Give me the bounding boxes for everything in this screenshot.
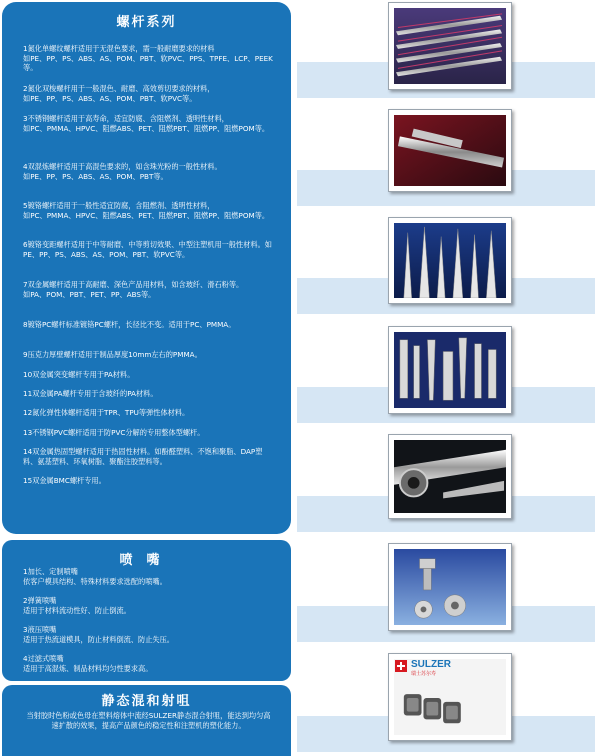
sulzer-logo [395,660,463,678]
screw-item-desc: 如PE、PP、PS、ABS、AS、POM、PBT等。 [23,171,168,181]
sulzer-logo-subtext: 瑞士苏尔寿 [411,671,437,677]
nozzle-title: 喷嘴 [119,553,174,568]
screw-item [23,280,275,299]
screw-item-head: 11双金属PA螺杆专用于含玻纤的PA材料。 [23,389,158,398]
screw-item [23,201,275,220]
screw-heads-photo [388,217,512,304]
screw-item [23,162,275,181]
nozzle-item-head: 1加长、定制喷嘴 [23,567,78,576]
screw-item [23,428,275,438]
swiss-flag-icon [395,660,407,672]
screw-item-head: 3不锈钢螺杆适用于高寿命，适宜防腐、含阻燃剂、透明性材料， [23,114,229,123]
screw-item-head: 6镀铬变距螺杆适用于中等耐磨、中等剪切效果、中型注塑机用一般性材料。如PE、PP、PS、ABS、AS、POM、PBT、软PVC等。 [23,240,272,259]
screw-item [23,114,275,133]
nozzle-item [23,596,275,615]
screw-item-desc: 如PC、PMMA、HPVC、阻燃ABS、PET、阻燃PBT、阻燃PP、阻燃POM等。 [23,123,270,133]
screw-item-desc: 如PA、POM、PBT、PET、PP、ABS等。 [23,289,156,299]
screw-item [23,44,275,73]
screw-series-panel [2,2,291,534]
screw-item [23,84,275,103]
nozzle-item-head: 4过滤式喷嘴 [23,654,64,663]
screw-item-head: 14双金属热固型螺杆适用于热固性材料。如酚醛塑料、不饱和聚脂、DAP塑料、氨基塑料、环氧树脂、聚酯注胶塑料等。 [23,447,263,466]
screw-item [23,389,275,399]
screw-barrel-photo [388,109,512,192]
screw-item-head: 7双金属螺杆适用于高耐磨、深色产品用材料，如含玻纤、滑石粉等。 [23,280,244,289]
screw-item [23,240,275,259]
nozzle-item-desc: 依客户模具结构、特殊材料要求选配的喷嘴。 [23,576,167,586]
nozzle-item-head: 3液压喷嘴 [23,625,57,634]
screw-item-head: 1氮化单螺纹螺杆适用于无混色要求，需一般耐磨要求的材料 [23,44,215,53]
sulzer-mixer-photo [388,653,512,741]
screw-item-head: 15双金属BMC螺杆专用。 [23,476,106,485]
screw-item-head: 10双金属突变螺杆专用于PA材料。 [23,370,135,379]
screw-components-photo [388,326,512,414]
screw-assortment-photo [388,2,512,90]
screw-item-desc: 如PE、PP、PS、ABS、AS、POM、PBT、软PVC等。 [23,93,197,103]
static-mixer-title: 静态混和射咀 [101,694,192,709]
static-mixer-desc: 当射胶时色粉或色母在塑料熔体中流经SULZER静态混合射咀，能达到均匀高速扩散的效果，提高产品颜色的稳定性和注塑机的塑化能力。 [26,711,271,730]
screw-item-head: 8镀铬PC螺杆标准镀铬PC螺杆，长径比不变。适用于PC、PMMA。 [23,320,236,329]
screw-item-head: 9压克力厚壁螺杆适用于制品厚度10mm左右的PMMA。 [23,350,202,359]
barrel-closeup-photo [388,434,512,519]
nozzle-panel [2,540,291,681]
nozzle-item-head: 2弹簧喷嘴 [23,596,57,605]
screw-item [23,447,275,466]
nozzle-parts-photo [388,543,512,631]
screw-item-head: 12氮化弹性体螺杆适用于TPR、TPU等弹性体材料。 [23,408,190,417]
nozzle-item-desc: 适用于材料流动性好、防止倒流。 [23,605,131,615]
screw-item-head: 5镀铬螺杆适用于一般性适宜防腐，含阻燃剂、透明性材料， [23,201,215,210]
nozzle-item-desc: 适用于热流道模具，防止材料倒流、防止失压。 [23,634,174,644]
screw-item [23,370,275,380]
nozzle-item [23,654,275,673]
screw-item [23,476,275,486]
screw-item [23,408,275,418]
screw-item-desc: 如PE、PP、PS、ABS、AS、POM、PBT、软PVC、PPS、TPFE、LCP、PEEK等。 [23,53,273,73]
sulzer-logo-text: SULZER [411,659,451,670]
screw-item-head: 13不锈钢PVC螺杆适用于防PVC分解的专用整体型螺杆。 [23,428,205,437]
screw-item-desc: 如PC、PMMA、HPVC、阻燃ABS、PET、阻燃PBT、阻燃PP、阻燃POM等。 [23,210,270,220]
static-mixer-panel [2,685,291,756]
screw-item [23,320,275,330]
screw-series-title: 螺杆系列 [116,15,177,30]
screw-item [23,350,275,360]
nozzle-item-desc: 适用于高混炼、制品材料均匀性要求高。 [23,663,153,673]
screw-item-head: 4双混炼螺杆适用于高混色要求的，如含珠光粉的一般性材料。 [23,162,222,171]
screw-item-head: 2氮化双梭螺杆用于一般混色、耐磨、高效剪切要求的材料， [23,84,215,93]
nozzle-item [23,625,275,644]
nozzle-item [23,567,275,586]
